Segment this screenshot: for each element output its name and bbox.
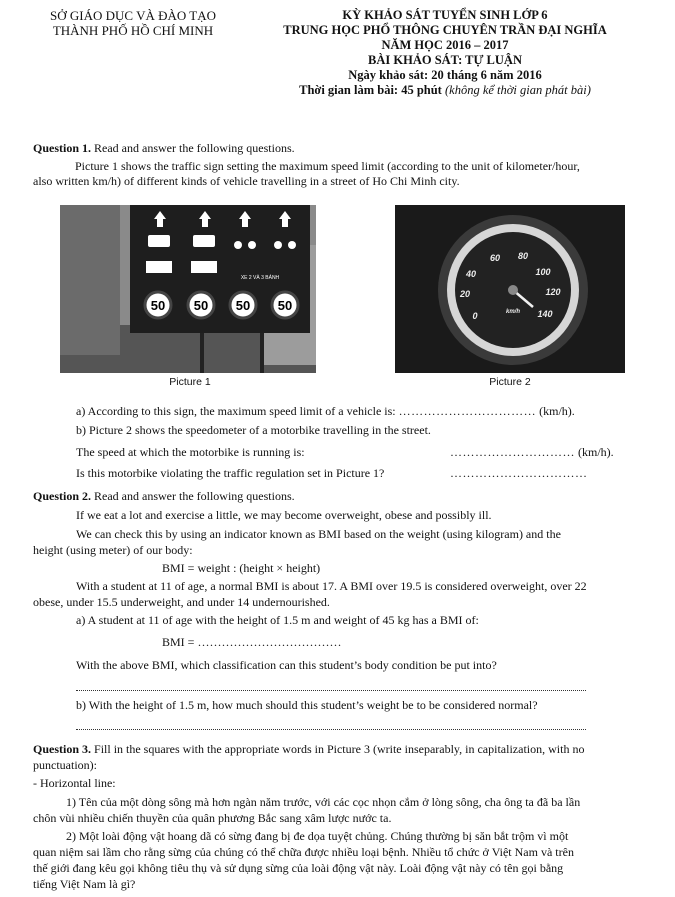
q2b-question: b) With the height of 1.5 m, how much should this student’s weight be to be considered normal? (76, 698, 538, 712)
q3-item2-line-d: tiếng Việt Nam là gì? (33, 877, 136, 891)
q2-intro: Read and answer the following questions. (94, 489, 295, 503)
q3-label: Question 3. (33, 742, 92, 756)
q3-intro-a: Fill in the squares with the appropriate words in Picture 3 (write inseparably, in capitalization, with no (94, 742, 585, 756)
q1b-speed-answer-blank[interactable]: ………………………… (450, 445, 575, 459)
speed-limit-1: 50 (150, 298, 166, 313)
gauge-label-40: 40 (465, 269, 477, 279)
q2-paragraph-3a: With a student at 11 of age, a normal BMI is about 17. A BMI over 19.5 is considered overweight, over 22 (76, 579, 587, 593)
q3-item1-line-b: chôn vùi nhiều chiến thuyền của quân phương Bắc sang xâm lược nước ta. (33, 811, 392, 825)
speed-limit-2: 50 (193, 298, 209, 313)
q1a-answer-blank[interactable]: …………………………… (398, 404, 537, 418)
gauge-label-120: 120 (545, 287, 561, 297)
speedometer-illustration (395, 205, 625, 373)
q1-paragraph-1: Picture 1 shows the traffic sign setting the maximum speed limit (according to the unit of kilometer/hour, (75, 159, 580, 173)
q1b-speed-question: The speed at which the motorbike is running is: (76, 445, 305, 459)
q1b-violation-question: Is this motorbike violating the traffic regulation set in Picture 1? (76, 466, 385, 480)
q1a-line (76, 404, 575, 419)
gauge-unit: km/h (505, 309, 521, 315)
q2-paragraph-2b: height (using meter) of our body: (33, 543, 193, 557)
speed-limit-3: 50 (235, 298, 251, 313)
q2a-bmi-answer-blank[interactable]: BMI = ……………………………… (162, 635, 342, 649)
q2-heading (33, 489, 295, 504)
department-name (28, 8, 238, 38)
gauge-label-20: 20 (459, 289, 471, 299)
speed-limit-4: 50 (277, 298, 293, 313)
bmi-formula: BMI = weight : (height × height) (162, 561, 321, 575)
picture-2-speedometer (395, 205, 625, 373)
q3-item2-line-c: thế giới đang kêu gọi không tiêu thụ và sử dụng sừng của loài động vật này. Loài động vật này có tên gọi bằng (33, 861, 564, 875)
exam-subject: BÀI KHẢO SÁT: TỰ LUẬN (368, 53, 522, 67)
q3-item1-line-a: 1) Tên của một dòng sông mà hơn ngàn năm trước, với các cọc nhọn cắm ở lòng sông, cha ông ta đã ba lần (66, 795, 581, 809)
q1b-question: b) Picture 2 shows the speedometer of a motorbike travelling in the street. (76, 423, 431, 437)
q1b-speed-line (450, 445, 614, 460)
department-line-2: THÀNH PHỐ HỒ CHÍ MINH (52, 23, 214, 38)
q1-heading (33, 141, 295, 156)
picture-1-traffic-sign (60, 205, 316, 373)
q2-label: Question 2. (33, 489, 92, 503)
q2-classify-answer-line[interactable] (76, 690, 586, 691)
department-line-1: SỞ GIÁO DỤC VÀ ĐÀO TẠO (50, 8, 216, 23)
q1b-violation-answer-blank[interactable]: …………………………… (450, 466, 588, 480)
q1a-question: a) According to this sign, the maximum speed limit of a vehicle is: (76, 404, 396, 418)
q2a-question: a) A student at 11 of age with the height of 1.5 m and weight of 45 kg has a BMI of: (76, 613, 479, 627)
q2-paragraph-3b: obese, under 15.5 underweight, and under 14 undernourished. (33, 595, 330, 609)
exam-heading (245, 8, 645, 98)
q1-intro: Read and answer the following questions. (94, 141, 295, 155)
q2-paragraph-1: If we eat a lot and exercise a little, we may become overweight, obese and possibly ill. (76, 508, 492, 522)
q2b-answer-line[interactable] (76, 729, 586, 730)
q1a-unit: (km/h). (539, 404, 575, 418)
school-year: NĂM HỌC 2016 – 2017 (381, 38, 509, 52)
exam-time (245, 83, 645, 98)
q2-paragraph-2a: We can check this by using an indicator known as BMI based on the weight (using kilogram) and the (76, 527, 561, 541)
q1b-unit: (km/h). (578, 445, 614, 459)
gauge-label-80: 80 (517, 251, 529, 261)
q3-horizontal-heading: - Horizontal line: (33, 776, 116, 790)
q3-heading (33, 742, 584, 757)
q3-intro-b: punctuation): (33, 758, 97, 772)
picture-1-caption: Picture 1 (169, 376, 211, 388)
exam-title: KỲ KHẢO SÁT TUYỂN SINH LỚP 6 (342, 8, 548, 22)
q3-item2-line-a: 2) Một loài động vật hoang dã có sừng đang bị đe dọa tuyệt chủng. Chúng thường bị săn bắt trộm vì một (66, 829, 569, 843)
gauge-label-140: 140 (537, 309, 553, 319)
sign-lane-text: XE 2 VÀ 3 BÁNH (240, 275, 280, 281)
school-name: TRUNG HỌC PHỔ THÔNG CHUYÊN TRẦN ĐẠI NGHĨA (283, 23, 607, 37)
q3-item2-line-b: quan niệm sai lầm cho rằng sừng của chúng có thể chữa được nhiều loại bệnh. Nhiều tổ chức ở Việt Nam và trên (33, 845, 574, 859)
q1-paragraph-2: also written km/h) of different kinds of vehicle travelling in a street of Ho Chi Minh city. (33, 174, 460, 188)
gauge-label-0: 0 (472, 311, 478, 321)
exam-duration: Thời gian làm bài: 45 phút (299, 83, 442, 97)
exam-date: Ngày khảo sát: 20 tháng 6 năm 2016 (348, 68, 542, 82)
gauge-label-60: 60 (489, 253, 501, 263)
q1-label: Question 1. (33, 141, 92, 155)
exam-time-note: (không kể thời gian phát bài) (444, 83, 591, 97)
gauge-label-100: 100 (535, 267, 551, 277)
picture-2-caption: Picture 2 (489, 376, 531, 388)
q2-classify-question: With the above BMI, which classification can this student’s body condition be put into? (76, 658, 497, 672)
traffic-sign-illustration (60, 205, 316, 373)
